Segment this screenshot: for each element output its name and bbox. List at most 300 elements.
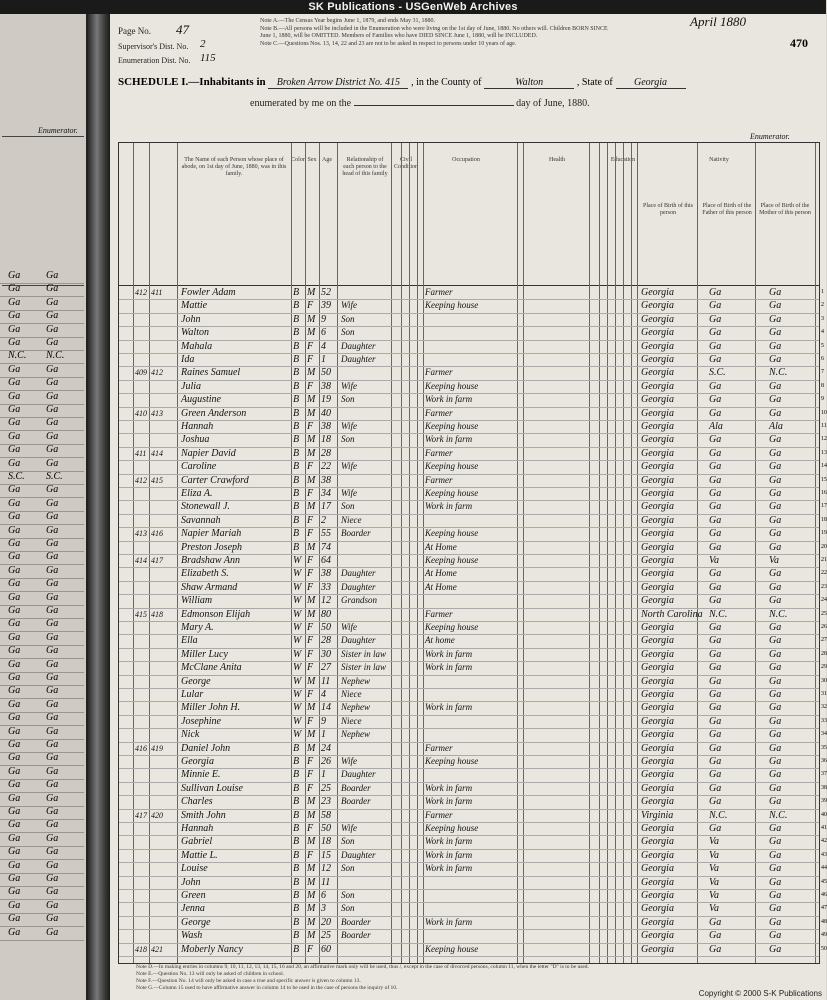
line-number: 31 <box>821 691 827 697</box>
birthplace-value: North Carolina <box>641 608 703 620</box>
mother-birthplace-value: Ga <box>769 742 782 754</box>
dwelling-number: 418 <box>135 944 147 954</box>
age-value: 14 <box>321 702 331 714</box>
birthplace-value: Georgia <box>641 340 674 352</box>
birthplace-value: Georgia <box>641 541 674 553</box>
age-value: 38 <box>321 421 331 432</box>
person-name: Walton <box>181 327 209 339</box>
person-name: George <box>181 916 211 928</box>
sex-value: F <box>307 380 314 392</box>
table-row <box>119 433 827 446</box>
sex-value: M <box>307 608 316 620</box>
left-page-cell: Ga <box>8 323 21 335</box>
age-value: 6 <box>321 327 326 339</box>
left-page-row <box>0 913 84 927</box>
mother-birthplace-value: Ga <box>769 943 782 955</box>
relationship-value: Wife <box>341 421 357 431</box>
line-number: 8 <box>821 382 824 389</box>
table-row <box>119 742 827 755</box>
occupation-value: Work in farm <box>425 648 473 659</box>
table-row <box>119 876 827 889</box>
left-page-cell: Ga <box>46 765 59 777</box>
father-birthplace-value: Ga <box>709 501 722 513</box>
father-birthplace-value: S.C. <box>709 367 726 379</box>
line-number: 42 <box>821 838 827 845</box>
age-value: 34 <box>321 488 331 499</box>
color-value: B <box>293 367 300 379</box>
color-value: B <box>293 514 300 526</box>
table-row <box>119 929 827 942</box>
age-value: 11 <box>321 675 331 687</box>
left-page-row <box>0 324 84 338</box>
left-page-cell: Ga <box>46 658 59 670</box>
table-row <box>119 554 827 567</box>
left-page-cell: S.C. <box>46 471 63 482</box>
line-number: 22 <box>821 570 827 577</box>
age-value: 11 <box>321 876 331 888</box>
person-name: Miller John H. <box>181 702 241 714</box>
color-value: B <box>293 313 300 325</box>
father-birthplace-value: Va <box>709 849 719 861</box>
occupation-value: Keeping house <box>425 622 479 632</box>
person-name: Ida <box>181 354 195 365</box>
father-birthplace-value: Va <box>709 555 719 566</box>
col-relationship-header: Relationship of each person to the head of this family <box>342 157 388 177</box>
line-number: 49 <box>821 932 827 939</box>
color-value: B <box>293 287 300 298</box>
relationship-value: Daughter <box>341 340 376 351</box>
person-name: Carter Crawford <box>181 474 249 486</box>
age-value: 26 <box>321 756 331 767</box>
relationship-value: Son <box>341 501 355 512</box>
color-value: B <box>293 930 300 942</box>
page-no-label: Page No. <box>118 26 151 36</box>
table-row <box>119 809 827 822</box>
father-birthplace-value: Ga <box>709 796 722 808</box>
sex-value: M <box>307 930 316 942</box>
mother-birthplace-value: Ga <box>769 501 782 513</box>
col-civil-header: Civil Condition <box>393 157 418 170</box>
left-page-cell: Ga <box>8 538 21 549</box>
person-name: Sullivan Louise <box>181 782 243 794</box>
table-row <box>119 701 827 714</box>
left-page-cell: Ga <box>8 605 21 616</box>
left-page-cell: Ga <box>8 618 21 630</box>
color-value: W <box>293 689 302 700</box>
father-birthplace-value: Ga <box>709 394 722 406</box>
left-page-cell: Ga <box>46 739 59 750</box>
sex-value: M <box>307 863 316 875</box>
sex-value: M <box>307 595 316 607</box>
relationship-value: Nephew <box>341 675 370 686</box>
birthplace-value: Georgia <box>641 729 674 741</box>
mother-birthplace-value: Ga <box>769 890 782 901</box>
left-page-row <box>0 444 84 458</box>
person-name: William <box>181 595 213 607</box>
enum-label: Enumeration Dist. No. <box>118 56 191 65</box>
age-value: 60 <box>321 943 331 955</box>
sex-value: M <box>307 313 316 325</box>
person-name: Louise <box>181 863 208 875</box>
color-value: W <box>293 622 302 633</box>
father-birthplace-value: Ga <box>709 407 722 419</box>
age-value: 74 <box>321 541 331 553</box>
left-page-cell: Ga <box>46 417 59 429</box>
sex-value: M <box>307 916 316 928</box>
left-page-cell: Ga <box>8 926 21 938</box>
place-value: Broken Arrow District No. 415 <box>268 77 408 89</box>
sex-value: F <box>307 528 314 540</box>
age-value: 3 <box>321 903 326 915</box>
mother-birthplace-value: Ga <box>769 715 782 727</box>
left-page-cell: Ga <box>8 578 21 590</box>
left-page-row <box>0 833 84 847</box>
occupation-value: Farmer <box>425 474 453 485</box>
father-birthplace-value: Va <box>709 836 719 848</box>
age-value: 20 <box>321 916 331 928</box>
copyright: Copyright © 2000 S-K Publications <box>698 989 822 998</box>
left-page-cell: Ga <box>8 672 21 683</box>
table-row <box>119 889 827 902</box>
left-page-cell: Ga <box>8 337 21 348</box>
table-row <box>119 675 827 688</box>
father-birthplace-value: Ga <box>709 756 722 767</box>
family-number: 411 <box>151 288 163 297</box>
col-father-birth-header: Place of Birth of the Father of this person <box>702 203 752 216</box>
page-no-value: 47 <box>176 22 189 37</box>
occupation-value: Farmer <box>425 287 453 297</box>
left-page-row <box>0 377 84 391</box>
relationship-value: Wife <box>341 622 357 632</box>
color-value: W <box>293 648 302 660</box>
mother-birthplace-value: Ga <box>769 581 782 593</box>
line-number: 2 <box>821 302 824 309</box>
left-page-cell: Ga <box>46 270 59 281</box>
relationship-value: Daughter <box>341 568 376 579</box>
row-rule <box>119 956 819 957</box>
relationship-value: Wife <box>341 300 357 311</box>
color-value: B <box>293 943 300 955</box>
left-page-row <box>0 806 84 820</box>
occupation-value: Keeping house <box>425 421 479 431</box>
left-page-cell: Ga <box>8 377 21 389</box>
left-page-row <box>0 846 84 860</box>
color-value: B <box>293 394 300 406</box>
left-page-row <box>0 538 84 552</box>
left-page-row <box>0 873 84 887</box>
age-value: 28 <box>321 635 331 647</box>
line-number: 30 <box>821 677 827 684</box>
mother-birthplace-value: Ga <box>769 514 782 526</box>
person-name: Mahala <box>181 340 213 352</box>
line-number: 48 <box>821 918 827 925</box>
color-value: B <box>293 354 300 365</box>
birthplace-value: Georgia <box>641 836 674 848</box>
person-name: Nick <box>181 729 200 741</box>
line-number: 6 <box>821 356 824 362</box>
age-value: 17 <box>321 501 331 513</box>
family-number: 412 <box>151 368 163 378</box>
left-page-cell: Ga <box>8 417 21 429</box>
line-number: 27 <box>821 637 827 644</box>
sex-value: M <box>307 541 316 553</box>
left-page-cell: Ga <box>46 551 59 563</box>
birthplace-value: Georgia <box>641 635 674 647</box>
age-value: 19 <box>321 394 331 406</box>
color-value: B <box>293 300 300 312</box>
birthplace-value: Georgia <box>641 595 674 607</box>
age-value: 55 <box>321 528 331 540</box>
age-value: 38 <box>321 474 331 486</box>
table-row <box>119 688 827 701</box>
left-page-row <box>0 739 84 753</box>
birthplace-value: Georgia <box>641 380 674 392</box>
schedule-heading <box>118 76 686 89</box>
mother-birthplace-value: Ga <box>769 916 782 928</box>
birthplace-value: Georgia <box>641 916 674 928</box>
left-page-cell: Ga <box>46 631 59 643</box>
left-page-cell: Ga <box>8 752 21 764</box>
left-page-cell: Ga <box>46 337 59 348</box>
left-page-cell: Ga <box>46 859 59 871</box>
birthplace-value: Georgia <box>641 461 674 473</box>
left-page-cell: Ga <box>46 457 59 469</box>
schedule-label: SCHEDULE I.—Inhabitants in <box>118 76 266 88</box>
table-row <box>119 849 827 862</box>
relationship-value: Wife <box>341 380 357 391</box>
person-name: John <box>181 313 201 325</box>
age-value: 39 <box>321 300 331 312</box>
relationship-value: Nephew <box>341 729 370 740</box>
father-birthplace-value: Ga <box>709 648 722 660</box>
table-row <box>119 487 827 500</box>
left-page-row <box>0 391 84 405</box>
father-birthplace-value: Ga <box>709 581 722 593</box>
birthplace-value: Georgia <box>641 327 674 339</box>
father-birthplace-value: Va <box>709 876 719 888</box>
dwelling-number: 414 <box>135 556 147 565</box>
color-value: B <box>293 327 300 339</box>
mother-birthplace-value: Ga <box>769 394 782 406</box>
line-number: 37 <box>821 771 827 778</box>
father-birthplace-value: Ga <box>709 287 722 298</box>
archive-banner: SK Publications - USGenWeb Archives <box>0 0 826 14</box>
left-page-cell: Ga <box>46 310 59 322</box>
color-value: B <box>293 528 300 540</box>
father-birthplace-value: Ga <box>709 729 722 741</box>
relationship-value: Daughter <box>341 849 376 860</box>
left-page-row <box>0 471 84 485</box>
left-page-cell: Ga <box>46 873 59 884</box>
mother-birthplace-value: Ga <box>769 876 782 888</box>
col-health-header: Health <box>549 157 565 163</box>
mother-birthplace-value: Ga <box>769 488 782 499</box>
person-name: Elizabeth S. <box>181 568 229 580</box>
birthplace-value: Georgia <box>641 756 674 767</box>
left-page-row <box>0 605 84 619</box>
color-value: B <box>293 501 300 513</box>
dwelling-number: 416 <box>135 743 147 753</box>
table-row <box>119 835 827 848</box>
line-number: 36 <box>821 758 827 764</box>
dwelling-number: 412 <box>135 288 147 297</box>
color-value: B <box>293 541 300 553</box>
birthplace-value: Georgia <box>641 715 674 727</box>
line-number: 9 <box>821 396 824 403</box>
sex-value: F <box>307 461 314 473</box>
mother-birthplace-value: Ga <box>769 541 782 553</box>
relationship-value: Boarder <box>341 930 371 941</box>
table-row <box>119 527 827 540</box>
table-row <box>119 943 827 956</box>
line-number: 41 <box>821 825 827 831</box>
left-page-cell: Ga <box>46 685 59 697</box>
left-page-cell: Ga <box>8 698 21 710</box>
line-number: 43 <box>821 851 827 858</box>
mother-birthplace-value: Ga <box>769 930 782 942</box>
line-number: 26 <box>821 624 827 630</box>
line-number: 28 <box>821 650 827 657</box>
age-value: 80 <box>321 608 331 620</box>
mother-birthplace-value: Ga <box>769 313 782 325</box>
left-page-cell: N.C. <box>46 350 65 362</box>
father-birthplace-value: Va <box>709 863 719 875</box>
sex-value: F <box>307 782 314 794</box>
person-name: Miller Lucy <box>181 648 228 660</box>
age-value: 4 <box>321 689 326 700</box>
person-name: Moberly Nancy <box>181 943 243 955</box>
table-row <box>119 715 827 728</box>
left-page-cell: Ga <box>46 819 59 831</box>
relationship-value: Boarder <box>341 916 371 927</box>
mother-birthplace-value: Ga <box>769 380 782 392</box>
occupation-value: Farmer <box>425 407 453 418</box>
sex-value: M <box>307 702 316 714</box>
family-number: 420 <box>151 810 163 820</box>
occupation-value: At home <box>425 635 455 646</box>
age-value: 1 <box>321 729 326 741</box>
line-number: 34 <box>821 731 827 738</box>
table-row <box>119 822 827 835</box>
relationship-value: Boarder <box>341 796 371 807</box>
line-number: 20 <box>821 543 827 550</box>
age-value: 1 <box>321 769 326 781</box>
left-facing-page <box>0 14 88 1000</box>
color-value: B <box>293 461 300 473</box>
left-page-cell: Ga <box>8 524 21 536</box>
col-name-header: The Name of each Person whose place of abode, on 1st day of June, 1880, was in this family. <box>181 157 287 177</box>
mother-birthplace-value: Ga <box>769 461 782 473</box>
line-number: 47 <box>821 905 827 912</box>
left-page-cell: Ga <box>8 444 21 456</box>
father-birthplace-value: Ga <box>709 823 722 834</box>
mother-birthplace-value: Ga <box>769 769 782 781</box>
dwelling-number: 412 <box>135 475 147 485</box>
line-number: 24 <box>821 597 827 604</box>
father-birthplace-value: Ga <box>709 461 722 473</box>
age-value: 22 <box>321 461 331 473</box>
line-number: 5 <box>821 342 824 349</box>
left-page-cell: Ga <box>46 913 59 925</box>
left-page-cell: Ga <box>8 631 21 643</box>
mother-birthplace-value: Ga <box>769 447 782 459</box>
birthplace-value: Georgia <box>641 501 674 513</box>
father-birthplace-value: Ga <box>709 715 722 727</box>
age-value: 50 <box>321 823 331 834</box>
left-page-row <box>0 645 84 659</box>
age-value: 28 <box>321 447 331 459</box>
sex-value: M <box>307 447 316 459</box>
mother-birthplace-value: Ga <box>769 340 782 352</box>
left-page-cell: Ga <box>8 497 21 509</box>
sex-value: M <box>307 903 316 915</box>
line-number: 44 <box>821 865 827 872</box>
age-value: 6 <box>321 890 326 901</box>
person-name: Napier Mariah <box>181 528 242 540</box>
age-value: 18 <box>321 434 331 446</box>
age-value: 23 <box>321 796 331 808</box>
left-page-row <box>0 618 84 632</box>
relationship-value: Son <box>341 890 355 900</box>
census-page <box>110 14 826 1000</box>
left-page-cell: Ga <box>8 899 21 911</box>
father-birthplace-value: Ga <box>709 514 722 526</box>
left-page-row <box>0 525 84 539</box>
left-page-cell: Ga <box>46 725 59 737</box>
left-page-cell: Ga <box>46 645 59 657</box>
left-page-cell: Ga <box>46 296 59 308</box>
person-name: Hannah <box>181 421 214 432</box>
sex-value: M <box>307 394 316 406</box>
sex-value: M <box>307 434 316 446</box>
occupation-value: At Home <box>425 568 457 579</box>
dwelling-number: 415 <box>135 609 147 619</box>
left-page-cell: Ga <box>8 310 21 322</box>
left-page-cell: Ga <box>8 832 21 844</box>
mother-birthplace-value: Ga <box>769 689 782 700</box>
top-note: Note A.—The Census Year begins June 1, 1879, and ends May 31, 1880. <box>260 18 435 24</box>
left-page-header <box>2 136 84 286</box>
left-page-cell: Ga <box>46 363 59 375</box>
table-row <box>119 541 827 554</box>
occupation-value: Work in farm <box>425 501 473 512</box>
left-page-cell: Ga <box>8 658 21 670</box>
birthplace-value: Georgia <box>641 863 674 875</box>
mother-birthplace-value: Ga <box>769 903 782 915</box>
line-number: 7 <box>821 369 824 376</box>
person-name: Eliza A. <box>181 488 213 499</box>
birthplace-value: Georgia <box>641 421 674 432</box>
father-birthplace-value: Ga <box>709 689 722 700</box>
sex-value: F <box>307 421 314 432</box>
left-page-row <box>0 511 84 525</box>
sex-value: F <box>307 943 314 955</box>
person-name: John <box>181 876 201 888</box>
left-page-cell: Ga <box>8 873 21 884</box>
person-name: Lular <box>181 689 204 700</box>
relationship-value: Boarder <box>341 528 371 539</box>
left-page-cell: Ga <box>8 886 21 898</box>
father-birthplace-value: Ga <box>709 702 722 714</box>
mother-birthplace-value: Ga <box>769 622 782 633</box>
table-row <box>119 460 827 473</box>
table-row <box>119 768 827 781</box>
age-value: 64 <box>321 555 331 566</box>
left-page-cell: Ga <box>46 899 59 911</box>
relationship-value: Wife <box>341 756 357 766</box>
table-row <box>119 474 827 487</box>
mother-birthplace-value: Ga <box>769 662 782 674</box>
